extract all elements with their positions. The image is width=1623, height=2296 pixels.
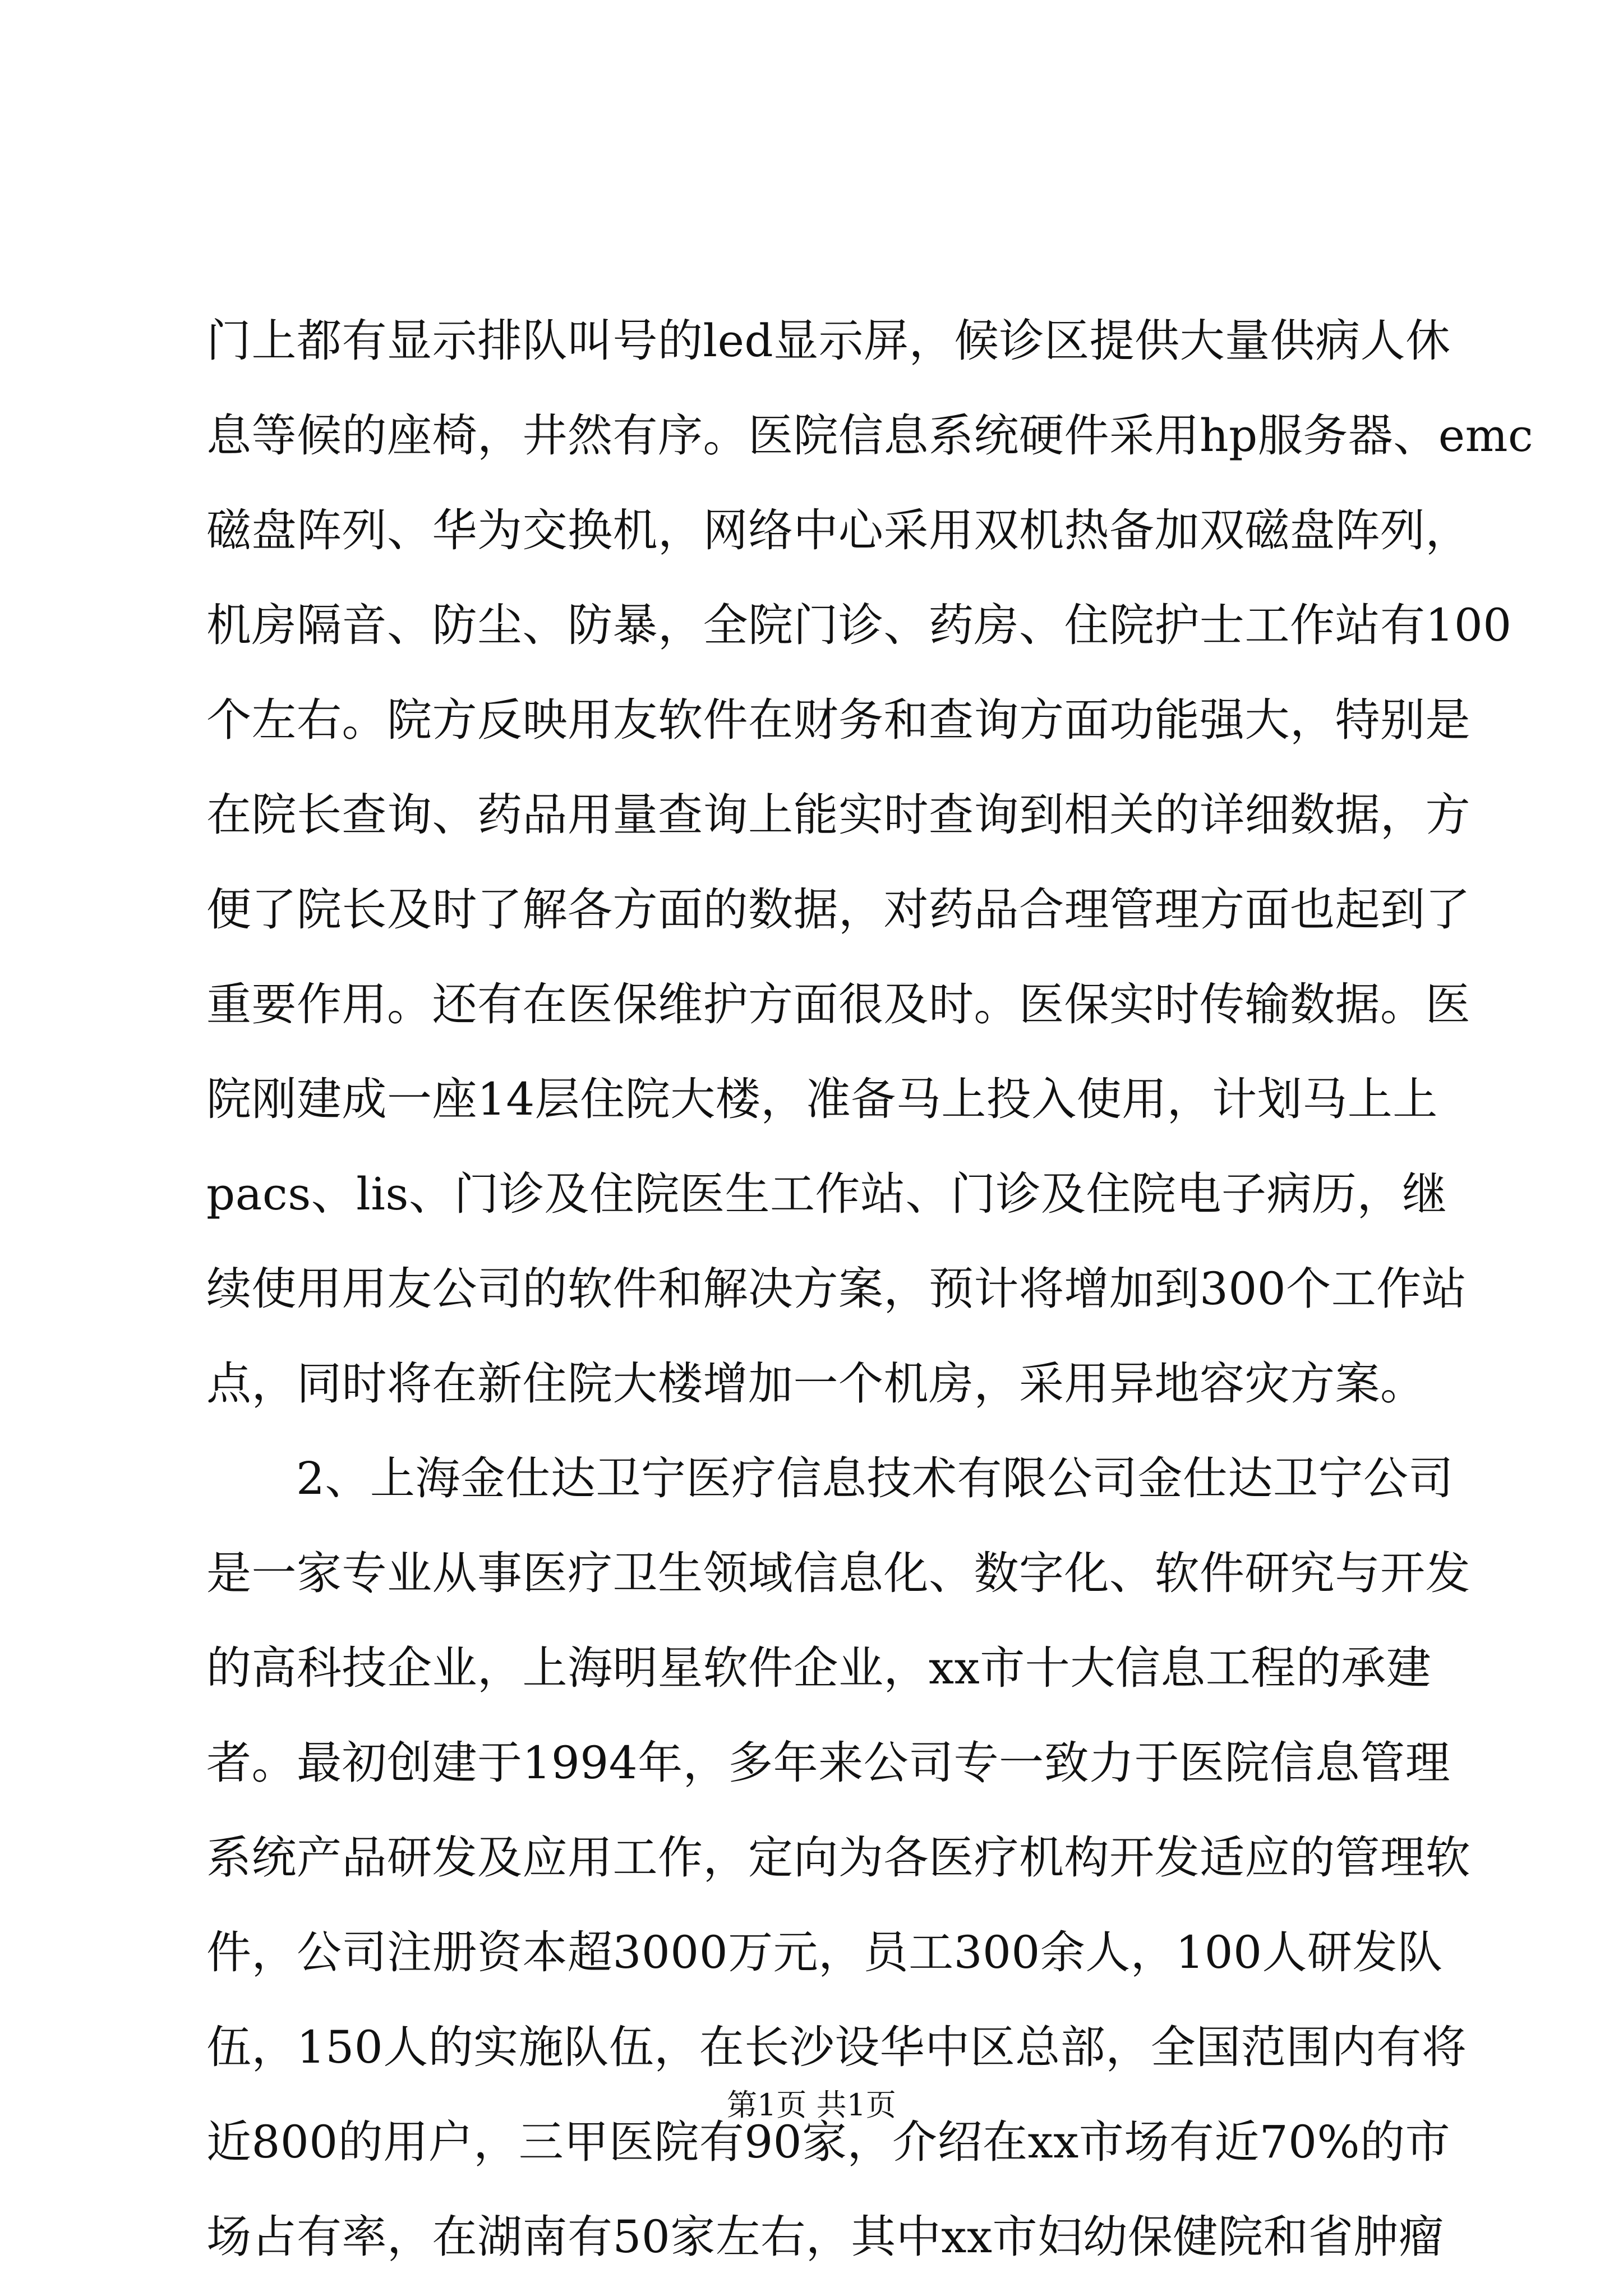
text-line: 近800的用户，三甲医院有90家，介绍在xx市场有近70%的市 — [206, 2116, 1451, 2168]
text-line: 门上都有显示排队叫号的led显示屏，候诊区提供大量供病人休 — [206, 315, 1451, 367]
text-line: 个左右。院方反映用友软件在财务和查询方面功能强大，特别是 — [206, 694, 1470, 746]
text-line: pacs、lis、门诊及住院医生工作站、门诊及住院电子病历，继 — [206, 1168, 1447, 1220]
paragraph-end-line: 点，同时将在新住院大楼增加一个机房，采用异地容灾方案。 — [206, 1358, 1426, 1410]
text-line: 伍，150人的实施队伍，在长沙设华中区总部，全国范围内有将 — [206, 2021, 1467, 2073]
text-line: 重要作用。还有在医保维护方面很及时。医保实时传输数据。医 — [206, 978, 1470, 1030]
text-line: 场占有率，在湖南有50家左右，其中xx市妇幼保健院和省肿瘤 — [206, 2211, 1444, 2263]
page-number-label: 第1页 共1页 — [727, 2087, 896, 2123]
page-footer — [0, 2086, 1623, 2125]
text-line: 息等候的座椅，井然有序。医院信息系统硬件采用hp服务器、emc — [206, 409, 1534, 462]
text-line: 机房隔音、防尘、防暴，全院门诊、药房、住院护士工作站有100 — [206, 599, 1512, 651]
body-text — [206, 293, 1534, 2284]
text-line: 件，公司注册资本超3000万元，员工300余人，100人研发队 — [206, 1926, 1443, 1978]
text-line: 在院长查询、药品用量查询上能实时查询到相关的详细数据，方 — [206, 789, 1470, 841]
text-line: 便了院长及时了解各方面的数据，对药品合理管理方面也起到了 — [206, 884, 1470, 936]
text-line: 者。最初创建于1994年，多年来公司专一致力于医院信息管理 — [206, 1737, 1451, 1789]
text-line: 是一家专业从事医疗卫生领域信息化、数字化、软件研究与开发 — [206, 1547, 1470, 1599]
paragraph-start-line: 2、上海金仕达卫宁医疗信息技术有限公司金仕达卫宁公司 — [296, 1452, 1454, 1504]
text-line: 续使用用友公司的软件和解决方案，预计将增加到300个工作站 — [206, 1263, 1467, 1315]
text-line: 的高科技企业，上海明星软件企业，xx市十大信息工程的承建 — [206, 1642, 1432, 1694]
text-line: 院刚建成一座14层住院大楼，准备马上投入使用，计划马上上 — [206, 1073, 1438, 1125]
text-line: 磁盘阵列、华为交换机，网络中心采用双机热备加双磁盘阵列， — [206, 504, 1470, 556]
text-line: 系统产品研发及应用工作，定向为各医疗机构开发适应的管理软 — [206, 1832, 1470, 1884]
